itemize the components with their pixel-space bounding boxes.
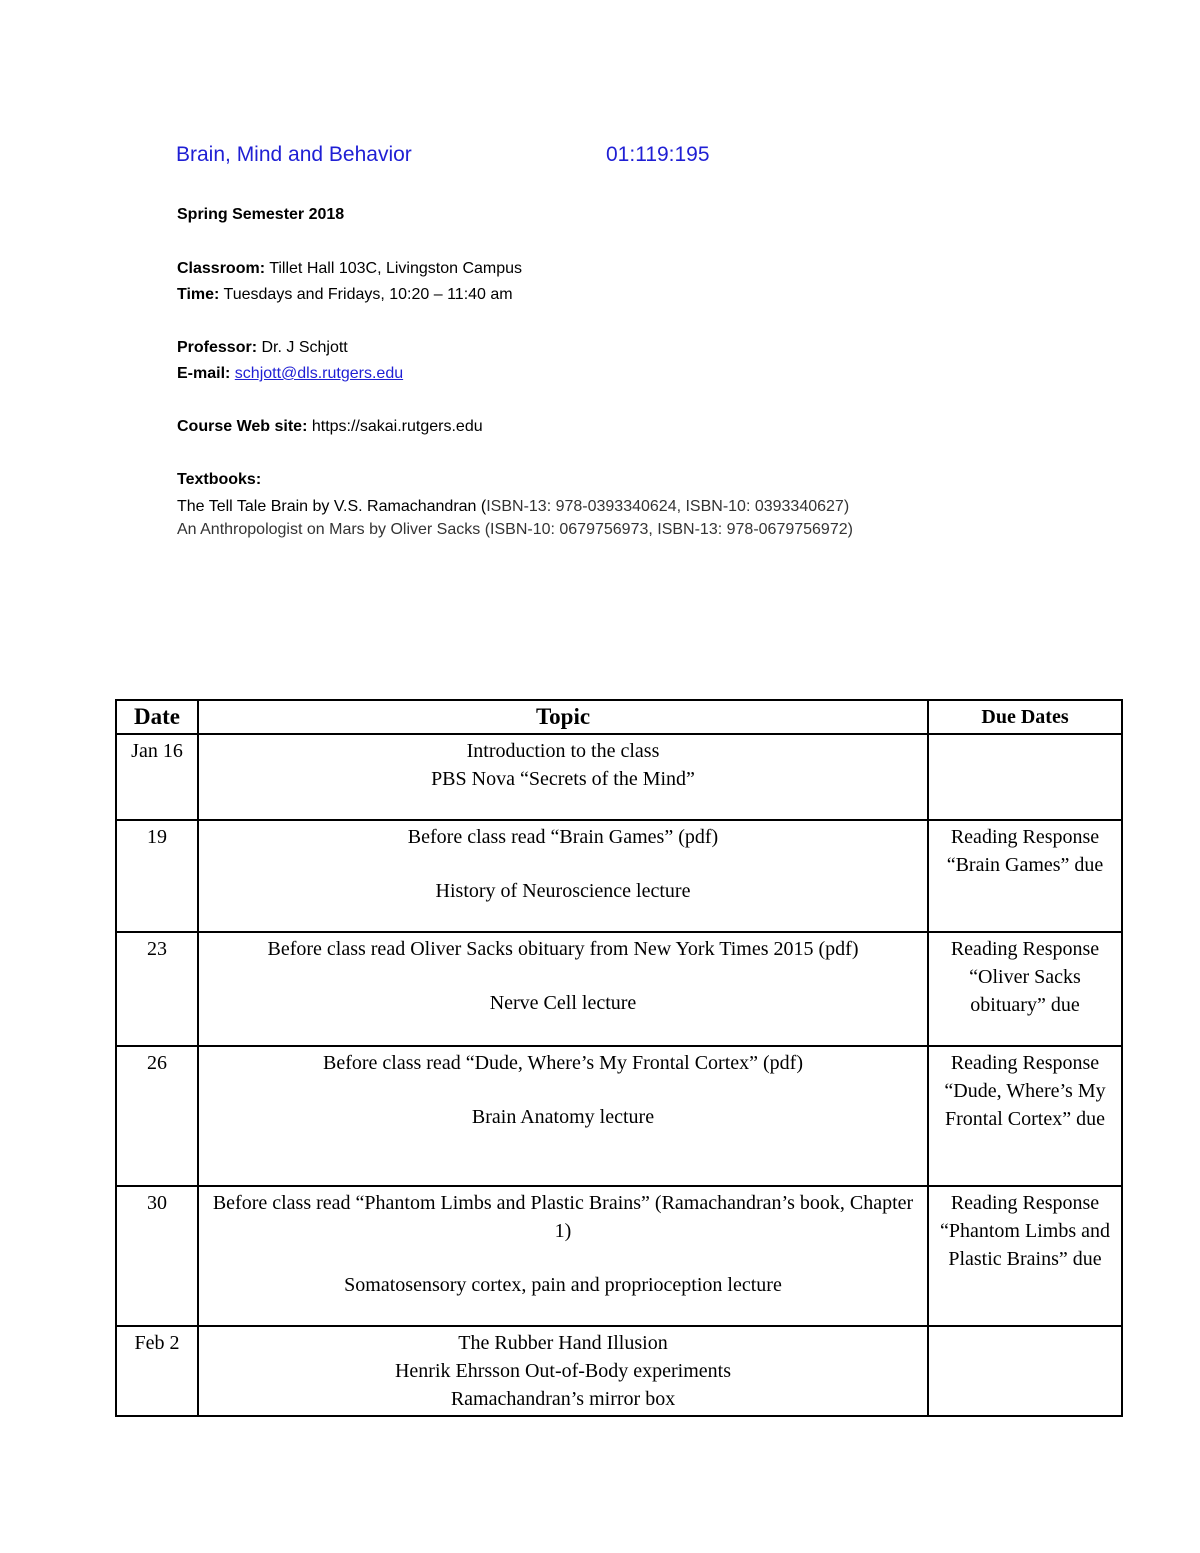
topic-line: Before class read “Phantom Limbs and Plastic Brains” (Ramachandran’s book, Chapter 1) [212,1192,914,1242]
time-value: Tuesdays and Fridays, 10:20 – 11:40 am [219,286,513,303]
textbooks-label: Textbooks: [177,471,262,488]
course-code: 01:119:195 [606,143,710,166]
date-cell: 30 [116,1186,198,1326]
email-line [177,361,403,387]
due-cell: Reading Response “Phantom Limbs and Plastic Brains” due [928,1186,1122,1326]
classroom-label: Classroom: [177,260,266,277]
time-label: Time: [177,286,220,303]
textbook-1-title: The Tell Tale Brain by V.S. Ramachandran ( [177,498,487,515]
topic-line: Introduction to the class [466,740,660,762]
schedule-table [115,699,1123,1417]
topic-cell [198,1046,928,1186]
topic-line: Before class read “Brain Games” (pdf) [407,826,719,848]
textbook-1-isbn: ISBN-13: 978-0393340624, ISBN-10: 0393340627) [486,498,850,515]
topic-line: History of Neuroscience lecture [435,880,691,902]
header-topic: Topic [198,700,928,734]
email-label: E-mail: [177,365,231,382]
professor-label: Professor: [177,339,258,356]
textbook-1 [177,494,849,520]
topic-cell [198,1326,928,1416]
topic-line: Ramachandran’s mirror box [450,1388,676,1410]
due-cell: Reading Response “Oliver Sacks obituary” due [928,932,1122,1046]
semester: Spring Semester 2018 [177,206,345,223]
website-value: https://sakai.rutgers.edu [307,418,483,435]
topic-line: Henrik Ehrsson Out-of-Body experiments [394,1360,732,1382]
topic-cell [198,1186,928,1326]
table-row [116,1186,1122,1326]
topic-cell [198,932,928,1046]
topic-line: The Rubber Hand Illusion [458,1332,668,1354]
spacer [205,1077,921,1103]
header-date: Date [116,700,198,734]
professor-value: Dr. J Schjott [257,339,348,356]
date-cell: 26 [116,1046,198,1186]
topic-cell [198,734,928,820]
table-header-row [116,700,1122,734]
date-cell: 23 [116,932,198,1046]
website-label: Course Web site: [177,418,308,435]
due-cell [928,1326,1122,1416]
spacer [205,963,921,989]
topic-line: Before class read “Dude, Where’s My Frontal Cortex” (pdf) [322,1052,804,1074]
date-cell: 19 [116,820,198,932]
topic-line: Before class read Oliver Sacks obituary from New York Times 2015 (pdf) [267,938,859,960]
website-line [177,414,483,440]
spacer [205,851,921,877]
spacer [205,1245,921,1271]
table-row [116,932,1122,1046]
email-link[interactable]: schjott@dls.rutgers.edu [234,365,404,382]
topic-line: PBS Nova “Secrets of the Mind” [431,768,695,790]
time-line [177,282,513,308]
table-row [116,1326,1122,1416]
due-cell [928,734,1122,820]
date-cell: Jan 16 [116,734,198,820]
textbook-2: An Anthropologist on Mars by Oliver Sacks (ISBN-10: 0679756973, ISBN-13: 978-0679756972) [177,521,853,538]
header-due-dates: Due Dates [928,700,1122,734]
due-cell: Reading Response “Dude, Where’s My Frontal Cortex” due [928,1046,1122,1186]
topic-cell [198,820,928,932]
date-cell: Feb 2 [116,1326,198,1416]
table-row [116,820,1122,932]
course-title-row [176,143,876,177]
table-row [116,734,1122,820]
classroom-line [177,256,522,282]
topic-line: Somatosensory cortex, pain and proprioception lecture [344,1274,782,1296]
course-title: Brain, Mind and Behavior [176,143,412,166]
topic-line: Nerve Cell lecture [489,992,637,1014]
classroom-value: Tillet Hall 103C, Livingston Campus [265,260,523,277]
topic-line: Brain Anatomy lecture [471,1106,655,1128]
table-row [116,1046,1122,1186]
professor-line [177,335,348,361]
due-cell: Reading Response “Brain Games” due [928,820,1122,932]
